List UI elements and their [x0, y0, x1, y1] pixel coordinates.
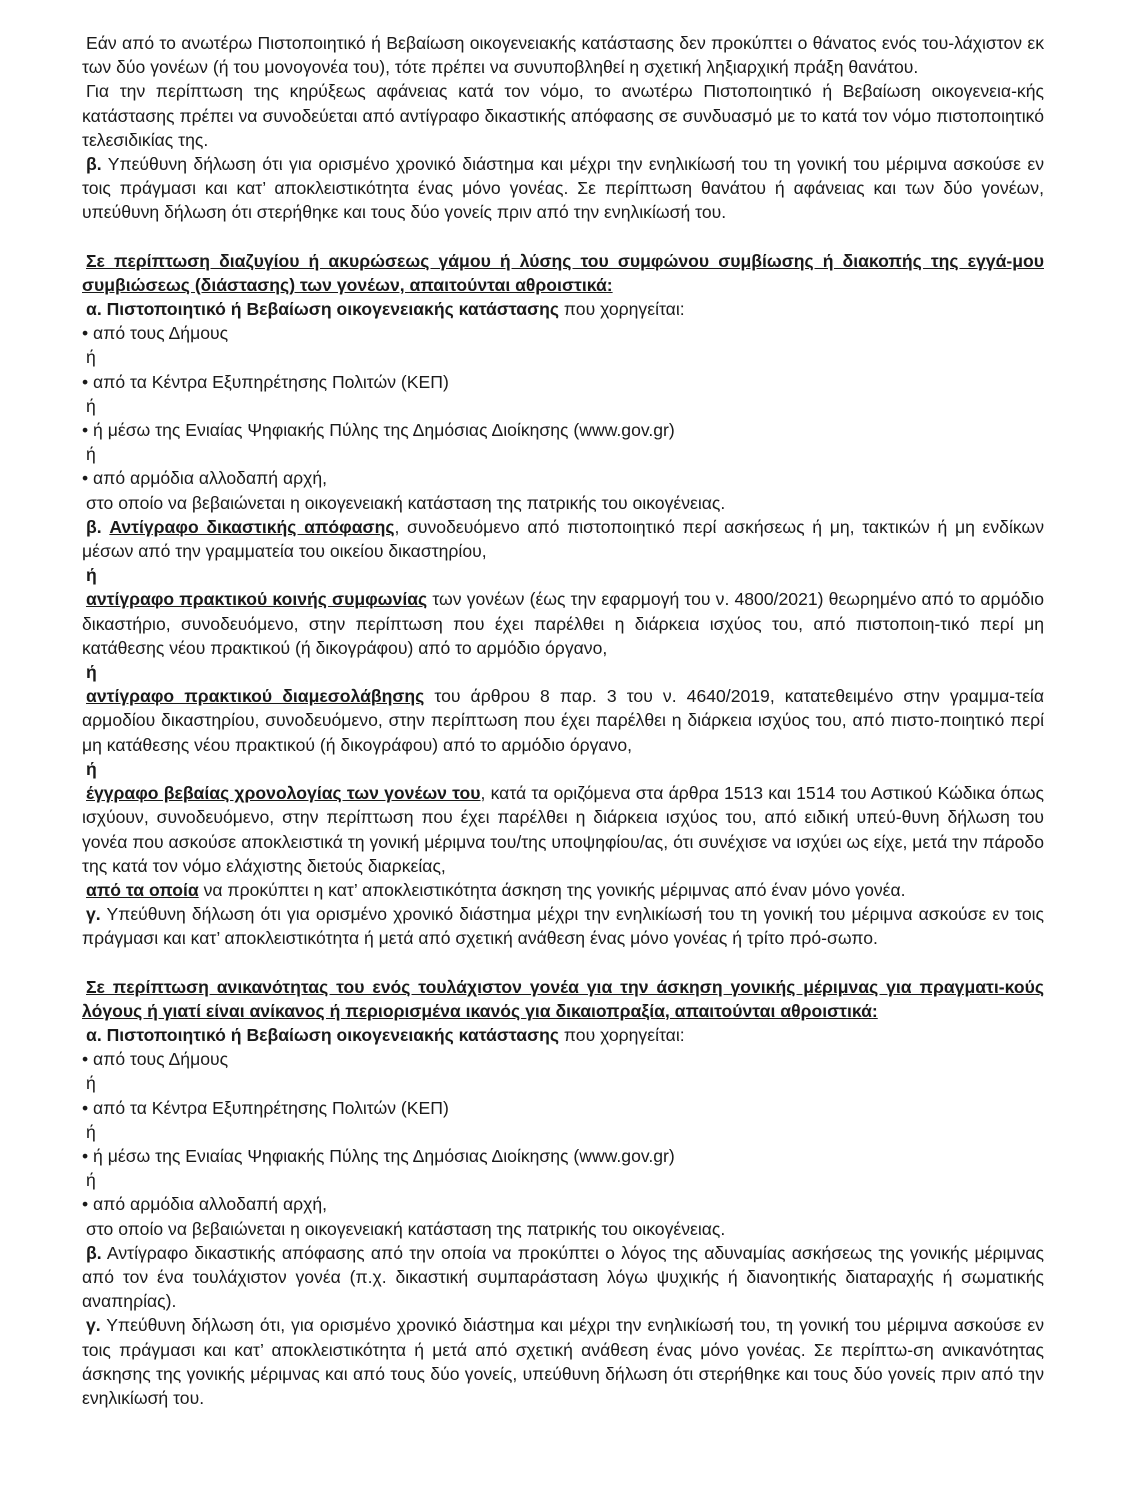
- paragraph-text: Για την περίπτωση της κηρύξεως αφάνειας κατά τον νόμο, το ανωτέρω Πιστοποιητικό ή Βεβαίωση οικογενεια-κής κατάστασης πρέπει να συνοδεύεται από αντίγραφο δικαστικής απόφασης σε συνδυασμό με το κατά τον νόμο πιστοποιητικό τελεσιδικίας της.: [82, 81, 1044, 150]
- list-or: [82, 345, 1044, 369]
- list-or: [82, 394, 1044, 418]
- or-text: ή: [86, 1170, 96, 1191]
- item-text: που χορηγείται:: [559, 299, 685, 320]
- item-text: , κατά τα οριζόμενα στα άρθρα 1513 και 1514 του Αστικού Κώδικα όπως ισχύουν, συνοδευόμενο, στην περίπτωση που έχει παρέλθει η διάρκεια ισχύος του, από ειδική υπεύ-θυνη δήλωση του γονέα που ασκούσε αποκλειστικά τη γονική μέριμνα του/της υποψηφίου/ας, ότι συνέχισε να ισχύει ως είχε, μετά την πάροδο της κατά τον νόμο ελάχιστης διετούς διαρκείας,: [82, 783, 1044, 876]
- list-item: • από τα Κέντρα Εξυπηρέτησης Πολιτών (ΚΕΠ): [82, 371, 449, 392]
- paragraph-text: στο οποίο να βεβαιώνεται η οικογενειακή κατάσταση της πατρικής του οικογένειας.: [86, 492, 726, 513]
- section-heading-text: Σε περίπτωση ανικανότητας του ενός τουλάχιστον γονέα για την άσκηση γονικής μέριμνας για πραγματι-κούς λόγους ή γιατί είναι ανίκανος ή περιορισμένα ικανός για δικαιοπραξία, απαιτούνται αθροιστικά:: [82, 976, 1044, 1021]
- list-item: • από τους Δήμους: [82, 323, 229, 344]
- item-text: Αντίγραφο δικαστικής απόφασης από την οποία να προκύπτει ο λόγος της αδυναμίας ασκήσεως της γονικής μέριμνας από τον ένα τουλάχιστον γονέα (π.χ. δικαστική συμπαράσταση λόγω ψυχικής ή διανοητικής διαταραχής ή σωματικής αναπηρίας).: [82, 1242, 1044, 1312]
- emphasis-text: από τα οποία: [86, 879, 199, 900]
- section-heading: [82, 975, 1044, 1023]
- spacer: [82, 225, 1044, 249]
- item-a: [82, 297, 1044, 321]
- item-text: , συνοδευόμενο από πιστοποιητικό περί ασκήσεως ή μη, τακτικών ή μη ενδίκων μέσων από την γραμματεία του οικείου δικαστηρίου,: [82, 516, 1044, 562]
- item-text: των γονέων (έως την εφαρμογή του ν. 4800/2021) θεωρημένο από το αρμόδιο δικαστήριο, συνοδευόμενο, στην περίπτωση που έχει παρέλθει η διάρκεια ισχύος του, από πιστοποιη-τικό περί μη κατάθεσης νέου πρακτικού (ή δικογράφου) από το αρμόδιο όργανο,: [82, 589, 1044, 658]
- list-or: [82, 442, 1044, 466]
- item-label: β.: [86, 154, 102, 175]
- list-or: [82, 660, 1044, 684]
- paragraph-text: Εάν από το ανωτέρω Πιστοποιητικό ή Βεβαίωση οικογενειακής κατάστασης δεν προκύπτει ο θάνατος ενός του-λάχιστον εκ των δύο γονέων (ή του μονογονέα του), τότε πρέπει να συνυποβληθεί η σχετική ληξιαρχική πράξη θανάτου.: [82, 33, 1044, 78]
- section-heading: [82, 249, 1044, 297]
- paragraph: [82, 79, 1044, 152]
- list-item: • από αρμόδια αλλοδαπή αρχή,: [82, 1194, 328, 1215]
- item-b: [82, 515, 1044, 563]
- list-or: [82, 757, 1044, 781]
- paragraph: [82, 781, 1044, 878]
- item-b: [82, 1241, 1044, 1314]
- item-text: του άρθρου 8 παρ. 3 του ν. 4640/2019, κατατεθειμένο στην γραμμα-τεία αρμοδίου δικαστηρίου, συνοδευόμενο, στην περίπτωση που έχει παρέλθει η διάρκεια ισχύος του, από πιστο-ποιητικό περί μη κατάθεσης νέου πρακτικού (ή δικογράφου) από το αρμόδιο όργανο,: [82, 686, 1044, 755]
- page-content: [82, 31, 1044, 1410]
- list-item: • ή μέσω της Ενιαίας Ψηφιακής Πύλης της Δημόσιας Διοίκησης (www.gov.gr): [82, 420, 675, 441]
- list-item: • ή μέσω της Ενιαίας Ψηφιακής Πύλης της Δημόσιας Διοίκησης (www.gov.gr): [82, 1145, 675, 1166]
- item-text: Υπεύθυνη δήλωση ότι, για ορισμένο χρονικό διάστημα και μέχρι την ενηλικίωσή του, τη γονική του μέριμνα ασκούσε εν τοις πράγμασι και κατ’ αποκλειστικότητα ή μετά από σχετική ανάθεση ένας μόνο γονέας. Σε περίπτω-ση ανικανότητας άσκησης της γονικής μέριμνας και από τους δύο γονείς, υπεύθυνη δήλωση ότι στερήθηκε και τους δύο γονείς πριν από την ενηλικίωσή του.: [82, 1315, 1044, 1408]
- section-heading-text: Σε περίπτωση διαζυγίου ή ακυρώσεως γάμου ή λύσης του συμφώνου συμβίωσης ή διακοπής της εγγά-μου συμβιώσεως (διάστασης) των γονέων, απαιτούνται αθροιστικά:: [82, 250, 1044, 295]
- list-item: • από τα Κέντρα Εξυπηρέτησης Πολιτών (ΚΕΠ): [82, 1097, 449, 1118]
- item-text: Υπεύθυνη δήλωση ότι για ορισμένο χρονικό διάστημα και μέχρι την ενηλικίωσή του τη γονική του μέριμνα ασκούσε εν τοις πράγμασι και κατ’ αποκλειστικότητα ένας μόνο γονέας. Σε περίπτωση θανάτου ή αφάνειας και των δύο γονέων, υπεύθυνη δήλωση ότι στερήθηκε και τους δύο γονείς πριν από την ενηλικίωσή του.: [82, 154, 1044, 223]
- or-text: ή: [86, 1073, 96, 1094]
- document-type: αντίγραφο πρακτικού διαμεσολάβησης: [86, 686, 425, 707]
- item-label: β.: [86, 516, 102, 537]
- list-or: [82, 1120, 1044, 1144]
- item-label: γ.: [86, 1315, 101, 1336]
- paragraph: [82, 491, 1044, 515]
- item-label: α. Πιστοποιητικό ή Βεβαίωση οικογενειακής κατάστασης: [86, 299, 560, 320]
- list-item: • από τους Δήμους: [82, 1049, 229, 1070]
- paragraph: [82, 878, 1044, 902]
- paragraph: [82, 1217, 1044, 1241]
- or-text: ή: [86, 662, 97, 683]
- paragraph-text: στο οποίο να βεβαιώνεται η οικογενειακή κατάσταση της πατρικής του οικογένειας.: [86, 1218, 726, 1239]
- or-text: ή: [86, 758, 97, 779]
- paragraph: [82, 31, 1044, 79]
- item-text: που χορηγείται:: [559, 1024, 685, 1045]
- list-or: [82, 1168, 1044, 1192]
- item-label: γ.: [86, 904, 101, 925]
- or-text: ή: [86, 565, 97, 586]
- list-or: [82, 563, 1044, 587]
- list-item: • από αρμόδια αλλοδαπή αρχή,: [82, 468, 328, 489]
- document-type: αντίγραφο πρακτικού κοινής συμφωνίας: [86, 589, 428, 610]
- paragraph: [82, 587, 1044, 660]
- item-text: Υπεύθυνη δήλωση ότι για ορισμένο χρονικό διάστημα μέχρι την ενηλικίωσή του τη γονική του μέριμνα ασκούσε εν τοις πράγμασι και κατ’ αποκλειστικότητα ή μετά από σχετική ανάθεση ένας μόνο γονέας ή τρίτο πρό-σωπο.: [82, 904, 1044, 949]
- or-text: ή: [86, 395, 96, 416]
- or-text: ή: [86, 1121, 96, 1142]
- item-c: [82, 1313, 1044, 1410]
- item-label: α. Πιστοποιητικό ή Βεβαίωση οικογενειακής κατάστασης: [86, 1024, 560, 1045]
- document-type: έγγραφο βεβαίας χρονολογίας των γονέων του: [86, 783, 481, 804]
- item-c: [82, 902, 1044, 950]
- or-text: ή: [86, 347, 96, 368]
- list-or: [82, 1071, 1044, 1095]
- item-label: β.: [86, 1242, 102, 1263]
- item-a: [82, 1023, 1044, 1047]
- paragraph: [82, 152, 1044, 225]
- document-type: Αντίγραφο δικαστικής απόφασης: [109, 516, 395, 537]
- paragraph: [82, 684, 1044, 757]
- item-text: να προκύπτει η κατ’ αποκλειστικότητα άσκηση της γονικής μέριμνας από έναν μόνο γονέα.: [198, 879, 906, 900]
- or-text: ή: [86, 444, 96, 465]
- spacer: [82, 951, 1044, 975]
